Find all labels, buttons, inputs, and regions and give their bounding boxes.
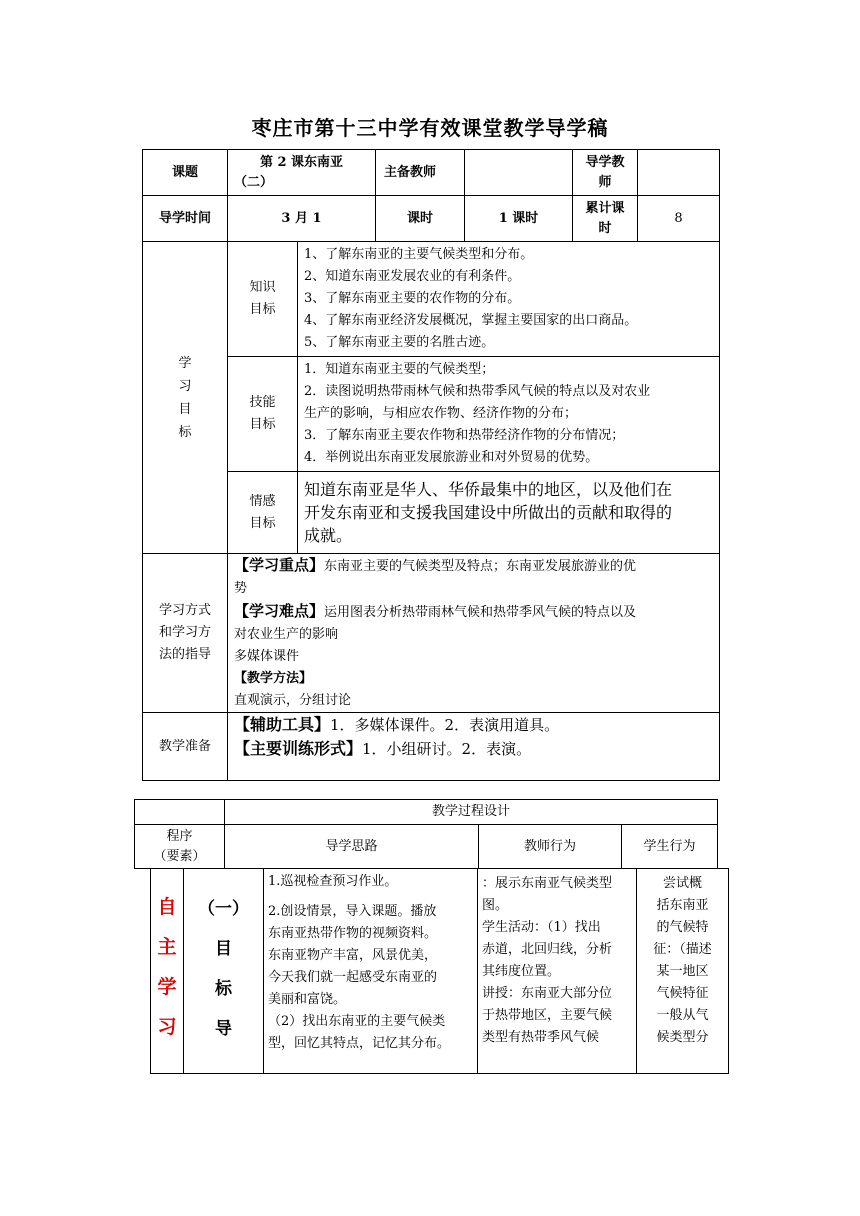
emotion-goal-label: 情感 目标 bbox=[228, 472, 298, 554]
guide-teacher-value bbox=[638, 150, 720, 196]
period-value: 1 课时 bbox=[465, 196, 573, 242]
difficulty-text: 运用图表分析热带雨林气候和热带季风气候的特点以及 bbox=[324, 605, 637, 620]
step-label: （一） 目 标 导 bbox=[184, 869, 264, 1074]
period-label: 课时 bbox=[376, 196, 465, 242]
process-header-table bbox=[134, 799, 718, 869]
time-value: 3 月 1 bbox=[228, 196, 376, 242]
col-idea: 导学思路 bbox=[225, 825, 479, 869]
topic-label: 课题 bbox=[143, 150, 228, 196]
list-item: 3、了解东南亚主要的农作物的分布。 bbox=[304, 291, 521, 306]
key-point-tag: 【学习重点】 bbox=[234, 556, 325, 574]
col-teacher: 教师行为 bbox=[479, 825, 622, 869]
total-label: 累计课 时 bbox=[573, 196, 638, 242]
prep-content bbox=[228, 713, 720, 781]
difficulty-tag: 【学习难点】 bbox=[234, 602, 325, 620]
student-content: 尝试概 括东南亚 的气候特 征：（描述 某一地区 气候特征 一般从气 候类型分 bbox=[637, 869, 729, 1074]
guide-teacher-label: 导学教 师 bbox=[573, 150, 638, 196]
key-point-text: 东南亚主要的气候类型及特点；东南亚发展旅游业的优 bbox=[324, 559, 637, 574]
total-value: 8 bbox=[638, 196, 720, 242]
prep-label: 教学准备 bbox=[143, 713, 228, 781]
media-text: 多媒体课件 bbox=[234, 649, 300, 664]
list-item: 1．知道东南亚主要的气候类型； bbox=[304, 362, 495, 377]
method-label: 学习方式 和学习方 法的指导 bbox=[143, 554, 228, 713]
stage-label: 自 主 学 习 bbox=[151, 869, 184, 1074]
list-item: 5、了解东南亚主要的名胜古迹。 bbox=[304, 335, 495, 350]
knowledge-goal-list bbox=[298, 242, 720, 357]
skill-goal-label: 技能 目标 bbox=[228, 357, 298, 472]
page-title: 枣庄市第十三中学有效课堂教学导学稿 bbox=[251, 116, 609, 140]
list-item: 2、知道东南亚发展农业的有利条件。 bbox=[304, 269, 521, 284]
process-body-table bbox=[150, 868, 729, 1074]
list-item: 1、了解东南亚的主要气候类型和分布。 bbox=[304, 247, 534, 262]
teaching-method-text: 直观演示，分组讨论 bbox=[234, 693, 352, 708]
teacher-content: ：展示东南亚气候类型 图。 学生活动：（1）找出 赤道，北回归线，分析 其纬度位置。 讲授：东南亚大部分位 于热带地区，主要气候 类型有热带季风气候 bbox=[478, 869, 637, 1074]
topic-value: 第 2 课东南亚 （二） bbox=[228, 150, 376, 196]
idea-content: 1.巡视检查预习作业。 2.创设情景，导入课题。播放 东南亚热带作物的视频资料。 东南亚物产丰富，风景优美， 今天我们就一起感受东南亚的 美丽和富饶。 （2）找出东南亚的主要气候类 型，回忆其特点，记忆其分布。 bbox=[264, 869, 478, 1074]
list-item: 4、了解东南亚经济发展概况，掌握主要国家的出口商品。 bbox=[304, 313, 638, 328]
list-item: 3．了解东南亚主要农作物和热带经济作物的分布情况； bbox=[304, 428, 625, 443]
list-item: 4．举例说出东南亚发展旅游业和对外贸易的优势。 bbox=[304, 450, 599, 465]
lesson-info-table bbox=[142, 149, 720, 781]
training-form-tag: 【主要训练形式】 bbox=[234, 739, 363, 758]
skill-goal-list bbox=[298, 357, 720, 472]
tools-text: 1．多媒体课件。2．表演用道具。 bbox=[330, 716, 560, 734]
main-teacher-value bbox=[465, 150, 573, 196]
col-step: 程序 （要素） bbox=[135, 825, 225, 869]
main-teacher-label: 主备教师 bbox=[376, 150, 465, 196]
time-label: 导学时间 bbox=[143, 196, 228, 242]
emotion-goal-text: 知道东南亚是华人、华侨最集中的地区，以及他们在 开发东南亚和支援我国建设中所做出的贡献和取得的 成就。 bbox=[298, 472, 720, 554]
teaching-method-tag: 【教学方法】 bbox=[234, 671, 313, 686]
list-item: 2．读图说明热带雨林气候和热带季风气候的特点以及对农业 bbox=[304, 384, 651, 399]
col-student: 学生行为 bbox=[622, 825, 718, 869]
list-item: 生产的影响，与相应农作物、经济作物的分布； bbox=[304, 406, 578, 421]
process-title: 教学过程设计 bbox=[225, 800, 718, 825]
tools-tag: 【辅助工具】 bbox=[234, 715, 331, 734]
training-form-text: 1．小组研讨。2．表演。 bbox=[362, 740, 532, 758]
method-content: 【学习重点】东南亚主要的气候类型及特点；东南亚发展旅游业的优 势 【学习难点】运用图表分析热带雨林气候和热带季风气候的特点以及 对农业生产的影响 多媒体课件 【教学方法】 直观演示，分组讨论 bbox=[228, 554, 720, 713]
goals-label: 学 习 目 标 bbox=[143, 242, 228, 554]
knowledge-goal-label: 知识 目标 bbox=[228, 242, 298, 357]
